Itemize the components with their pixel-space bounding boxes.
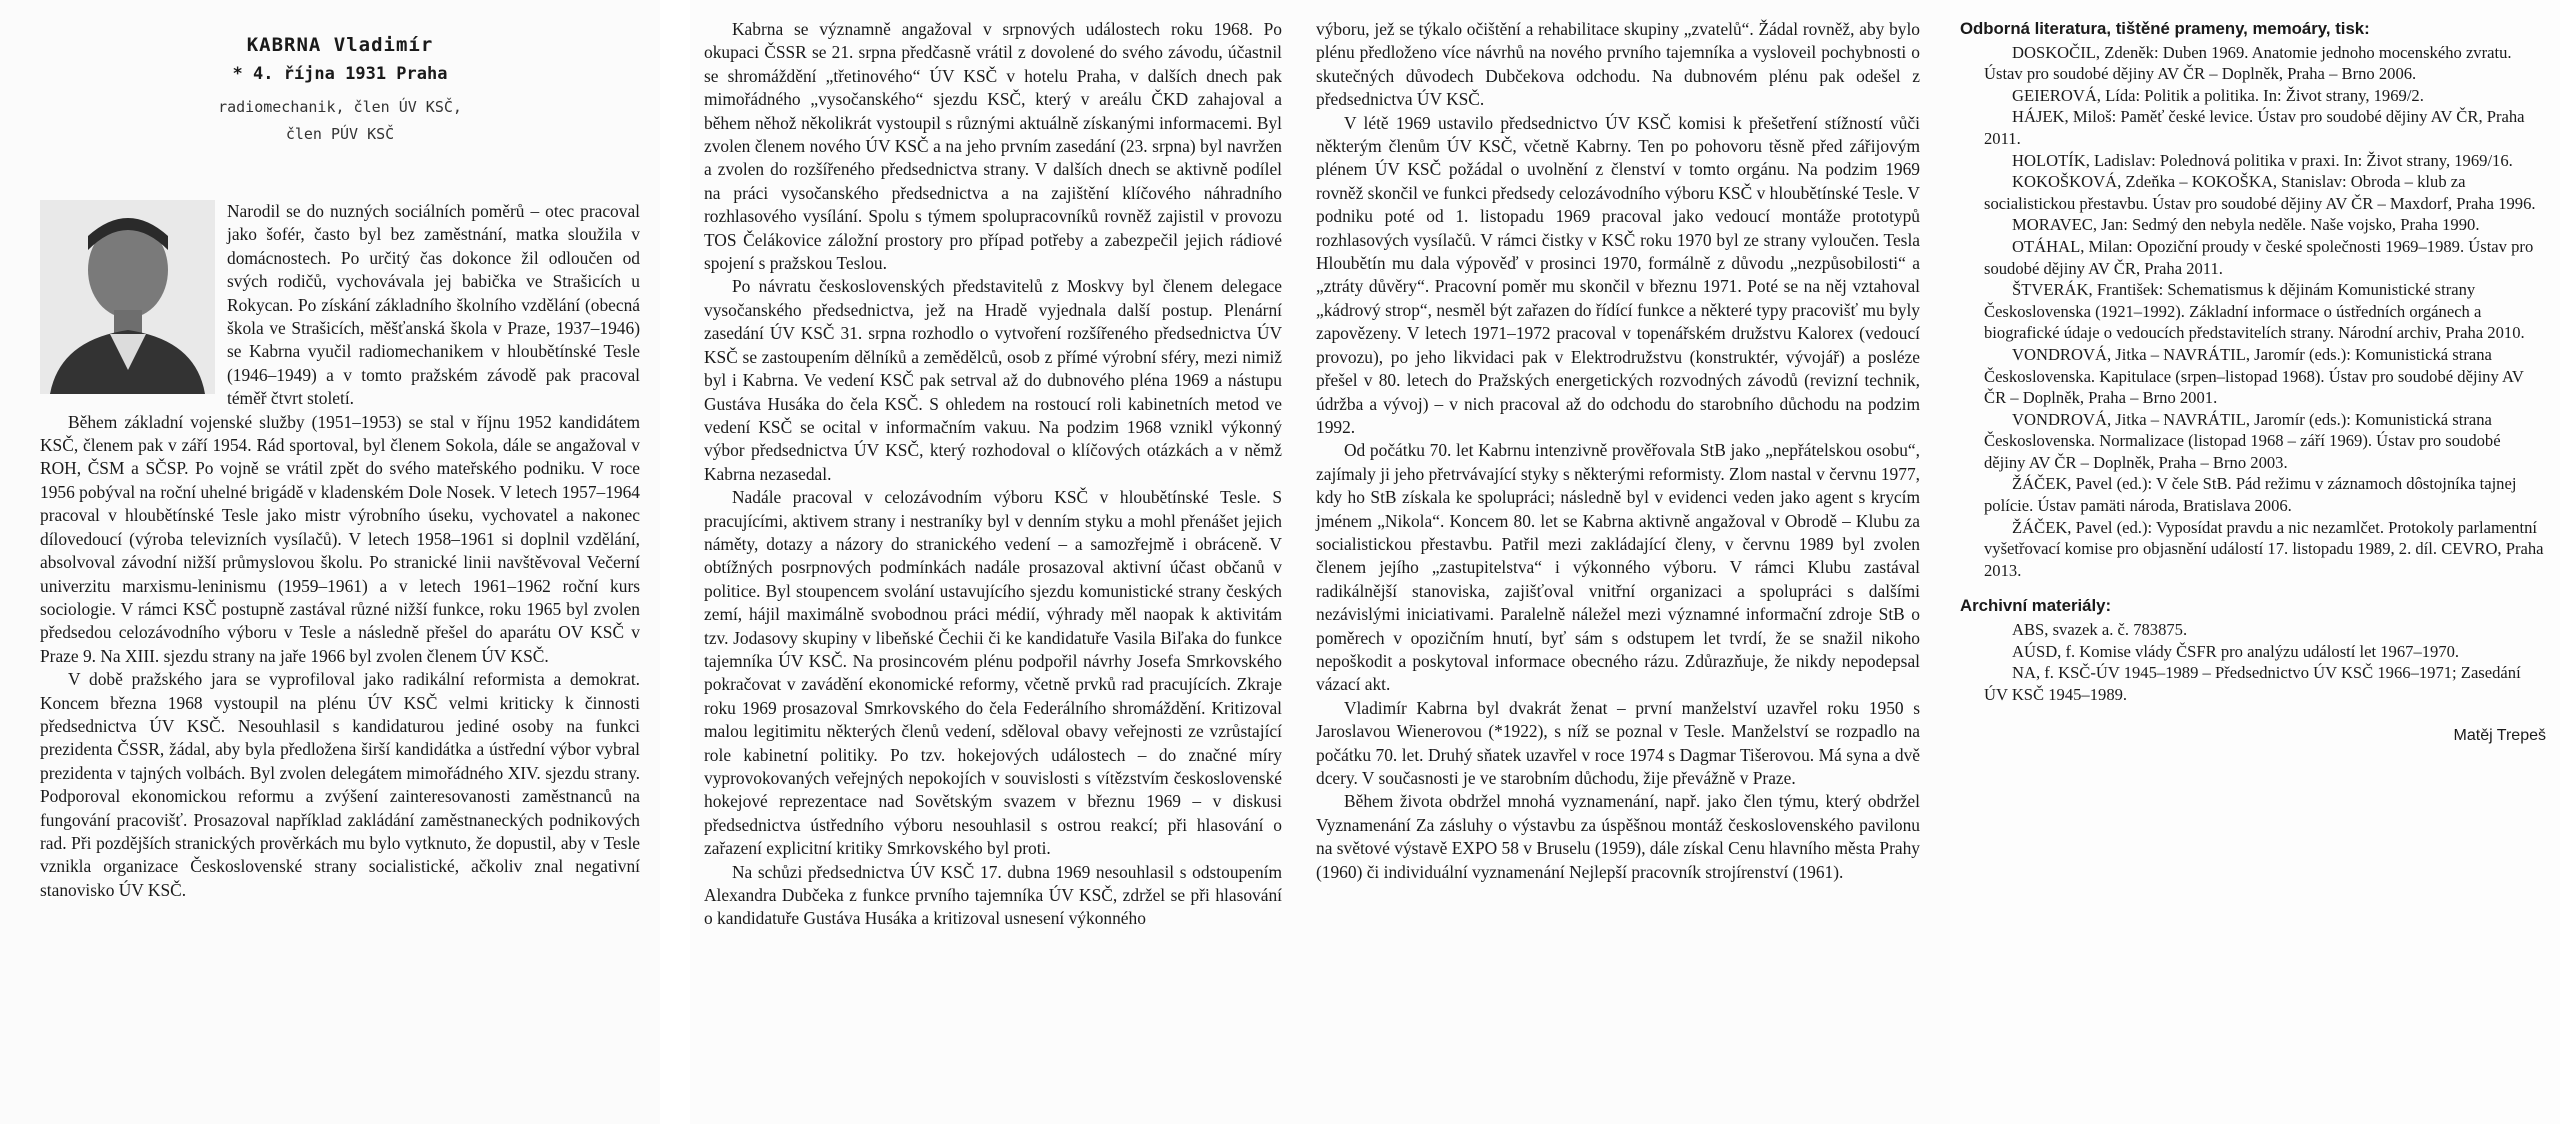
paragraph: Nadále pracoval v celozávodním výboru KSČ v hloubětínské Tesle. S pracujícími, aktivem strany i nestraníky byl v denním styku a mohl přenášet jejich náměty, dotazy a názory do stranického vedení – a samozřejmě i obráceně. V obtížných posrpnových podmínkách nadále prosazoval aktivní účast občanů v politice. Byl stoupencem svolání ustavujícího sjezdu komunistické strany českých zemí, hájil maximálně svobodnou práci médií, výhrady měl naopak k aktivitám tzv. Jodasovy skupiny v libeňské Čechii či ke kandidatuře Vasila Biľaka do funkce tajemníka ÚV KSČ. Na prosincovém plénu podpořil návrhy Josefa Smrkovského pokračovat v zavádění ekonomické reformy, včetně prvků rad pracujících. Zkraje roku 1969 prosazoval Smrkovského do čela Federálního shromáždění. Kritizoval malou legitimitu některých členů vedení, sděloval obavy veřejnosti ze vzrůstající role kabinetní politiky. Po tzv. hokejových událostech – do značné míry vyprovokovaných veřejných nepokojích v souvislosti s vítězstvím československé hokejové reprezentace nad Sovětským svazem v březnu 1969 – v diskusi předsednictva ústředního výboru nesouhlasil s ostrou reakcí; při hlasování o zařazení explicitní kritiky Smrkovského byl proti. (704, 487, 1282, 859)
literature-item: ŠTVERÁK, František: Schematismus k dějinám Komunistické strany Československa (1921–1992). Základní informace o ústředních orgánech a biografické údaje o vedoucích představitelích strany. Národní archiv, Praha 2010. (1984, 280, 2525, 343)
archives-heading: Archivní materiály: (1960, 596, 2112, 616)
literature-item: ŽÁČEK, Pavel (ed.): V čele StB. Pád režimu v záznamoch dôstojníka tajnej polície. Ústav pamäti národa, Bratislava 2006. (1984, 474, 2517, 516)
literature-item: KOKOŠKOVÁ, Zdeňka – KOKOŠKA, Stanislav: Obroda – klub za socialistickou přestavbu. Ústav pro soudobé dějiny AV ČR – Maxdorf, Praha 1996. (1984, 172, 2536, 213)
literature-item: HÁJEK, Miloš: Paměť české levice. Ústav pro soudobé dějiny AV ČR, Praha 2011. (1984, 107, 2525, 148)
portrait-photo (40, 200, 215, 394)
paragraph: V létě 1969 ustavilo předsednictvo ÚV KSČ komisi k přešetření stížností vůči některým členům ÚV KSČ, včetně Kabrny. Ten po pohovoru těsně před zářijovým plénem ÚV KSČ požádal o uvolnění z členství v tomto orgánu. Na podzim 1969 rovněž skončil ve funkci předsedy celozávodního výboru KSČ v hloubětínské Tesle. V podniku poté od 1. listopadu 1969 pracoval jako vedoucí montáže prototypů rozhlasových vysílačů. V rámci čistky v KSČ roku 1970 byl ze strany vyloučen. Tesla Hloubětín mu dala výpověď v prosinci 1970, formálně z důvodu „nezpůsobilosti“ a „ztráty důvěry“. Pracovní poměr mu skončil v březnu 1971. Poté se na něj vztahoval „kádrový strop“, nesměl být zařazen do řídící funkce a některé typy pracovišť mu byly zapovězeny. V letech 1971–1972 pracoval v topenářském družstvu Kalorex (vedoucí provozu), po jeho likvidaci pak v Elektrodružstvu (konstruktér, vývojář) a posléze přešel v 80. letech do Pražských energetických rozvodných závodů (revizní technik, údržba a vývoj) – v nich pracoval až do odchodu do starobního důchodu na podzim 1992. (1316, 112, 1920, 437)
literature-item: VONDROVÁ, Jitka – NAVRÁTIL, Jaromír (eds.): Komunistická strana Československa. Normalizace (listopad 1968 – září 1969). Ústav pro soudobé dějiny AV ČR – Doplněk, Praha – Brno 2003. (1984, 409, 2501, 472)
column-3 (1316, 18, 1920, 884)
paragraph: Během základní vojenské služby (1951–1953) se stal v říjnu 1952 kandidátem KSČ, členem pak v září 1954. Rád sportoval, byl členem Sokola, dále se angažoval v ROH, ČSM a SČSP. Po vojně se vrátil zpět do svého mateřského podniku. V roce 1956 pobýval na roční uhelné brigádě v kladenském Dole Nosek. V letech 1957–1964 pracoval v hloubětínské Tesle jako mistr výrobního úseku, vychovatel a nakonec dílovedoucí (výroba televizních vysílačů). V letech 1958–1961 si doplnil vzdělání, absolvoval závodní nižší průmyslovou školu. Po stranické linii navštěvoval Večerní univerzitu marxismu-leninismu (1959–1961) a v letech 1961–1962 roční kurs sociologie. V rámci KSČ postupně zastával různé nižší funkce, roku 1965 byl zvolen předsedou celozávodního výboru v Tesle a následně přešel do aparátu OV KSČ v Praze 9. Na XIII. sjezdu strany na jaře 1966 byl zvolen členem ÚV KSČ. (40, 411, 640, 666)
literature-item: DOSKOČIL, Zdeněk: Duben 1969. Anatomie jednoho mocenského zvratu. Ústav pro soudobé dějiny AV ČR – Doplněk, Praha – Brno 2006. (1984, 42, 2512, 84)
literature-heading: Odborná literatura, tištěné prameny, memoáry, tisk: (1960, 19, 2370, 38)
person-name: KABRNA Vladimír (246, 34, 434, 56)
column-1 (40, 200, 640, 902)
literature-item: VONDROVÁ, Jitka – NAVRÁTIL, Jaromír (eds.): Komunistická strana Československa. Kapitulace (srpen–listopad 1968). Ústav pro soudobé dějiny AV ČR – Doplněk, Praha – Brno 2001. (1984, 344, 2524, 408)
literature-item: MORAVEC, Jan: Sedmý den nebyla neděle. Naše vojsko, Praha 1990. (2012, 215, 2480, 235)
paragraph: V době pražského jara se vyprofiloval jako radikální reformista a demokrat. Koncem března 1968 vystoupil na plénu ÚV KSČ velmi kriticky k činnosti předsednictva ÚV KSČ. Nesouhlasil s kandidaturou jediné osoby na funkci prezidenta ČSSR, žádal, aby byla předložena širší kandidátka a ústřední výbor vybral prezidenta v tajných volbách. Byl zvolen delegátem mimořádného XIV. sjezdu strany. Podporoval ekonomickou reformu a zvýšení zainteresovanosti zaměstnanců na fungování pracovišť. Prosazoval například zakládání zaměstnaneckých podnikových rad. Při pozdějších stranických prověrkách mu bylo vytknuto, že dopustil, aby v Tesle vznikla organizace Československé strany socialistické, ačkoliv znal negativní stanovisko ÚV KSČ. (40, 669, 640, 900)
archive-item: NA, f. KSČ-ÚV 1945–1989 – Předsednictvo ÚV KSČ 1966–1971; Zasedání ÚV KSČ 1945–1989. (1984, 663, 2521, 704)
paragraph: Na schůzi předsednictva ÚV KSČ 17. dubna 1969 nesouhlasil s odstoupením Alexandra Dubčeka z funkce prvního tajemníka ÚV KSČ, zdržel se při hlasování o kandidatuře Gustáva Husáka a kritizoval usnesení výkonného (704, 861, 1282, 929)
literature-item: HOLOTÍK, Ladislav: Polednová politika v praxi. In: Život strany, 1969/16. (2012, 150, 2513, 170)
paragraph: Od počátku 70. let Kabrnu intenzivně prověřovala StB jako „nepřátelskou osobu“, zajímaly ji jeho přetrvávající styky s některými reformisty. Zlom nastal v červnu 1977, kdy ho StB získala ke spolupráci; následně byl v evidenci veden jako agent s krycím jménem „Nikola“. Koncem 80. let se Kabrna aktivně angažoval v Obrodě – Klubu za socialistickou přestavbu. Patřil mezi zakládající členy, v červnu 1989 byl zvolen členem jejího „zastupitelstva“ i výkonného výboru. V rámci Klubu zastával radikálnější stanoviska, zajišťoval vnitřní organizaci a spolupráci s dalšími nezávislými iniciativami. Paralelně náležel mezi významné informační zdroje StB o poměrech v opozičním hnutí, byť sám s odstupem let tvrdí, že se snažil nikoho nepoškodit a poskytoval informace obecného rázu. Zdůrazňuje, že nikdy nepodepsal vázací akt. (1316, 440, 1920, 695)
column-4-sources (1960, 18, 2546, 747)
archive-item: ABS, svazek a. č. 783875. (2012, 620, 2188, 640)
birth-info: * 4. října 1931 Praha (232, 64, 448, 84)
literature-item: ŽÁČEK, Pavel (ed.): Vyposídat pravdu a nic nezamlčet. Protokoly parlamentní vyšetřovací komise pro objasnění událostí 17. listopadu 1989, 2. díl. CEVRO, Praha 2013. (1984, 517, 2544, 580)
paragraph: Kabrna se významně angažoval v srpnových událostech roku 1968. Po okupaci ČSSR se 21. srpna předčasně vrátil z dovolené do svého závodu, účastnil se shromáždění „třetinového“ ÚV KSČ v hotelu Praha, v dalších dnech pak mimořádného „vysočanského“ sjezdu KSČ, který v areálu ČKD zahajoval a během něhož několikrát vystoupil s různými aktuálně získanými informacemi. Byl zvolen členem nového ÚV KSČ a na jeho prvním zasedání (23. srpna) byl navržen a zvolen do rozšířeného předsednictva strany. V dalších dnech se aktivně podílel na práci vysočanského předsednictva a na zajištění klíčového náhradního rozhlasového vysílání. Spolu s týmem spolupracovníků rovněž zajistil v provozu TOS Čelákovice záložní prostory pro případ potřeby a zabezpečil jejich rádiové spojení s pražskou Teslou. (704, 19, 1282, 274)
paragraph: Vladimír Kabrna byl dvakrát ženat – první manželství uzavřel roku 1950 s Jaroslavou Wienerovou (*1922), s níž se poznal v Tesle. Manželství se rozpadlo na počátku 70. let. Druhý sňatek uzavřel v roce 1974 s Dagmar Tišerovou. Má syna a dvě dcery. V současnosti je ve starobním důchodu, žije převážně v Praze. (1316, 697, 1920, 788)
archive-item: AÚSD, f. Komise vlády ČSFR pro analýzu událostí let 1967–1970. (2012, 641, 2460, 661)
paragraph: Po návratu československých představitelů z Moskvy byl členem delegace vysočanského předsednictva, jež na Hradě vyjednala další postup. Plenární zasedání ÚV KSČ 31. srpna rozhodlo o vytvoření rozšířeného předsednictva ÚV KSČ se zastoupením dělníků a zemědělců, osob z přímé výrobní sféry, mezi nimiž byl i Kabrna. Ve vedení KSČ pak setrval až do dubnového pléna 1969 a nástupu Gustáva Husáka do čela KSČ. S ohledem na rostoucí roli kabinetních metod ve vedení KSČ se ocital v informačním vakuu. Na podzim 1968 vznikl výkonný výbor předsednictva ÚV KSČ, který rozhodoval o klíčových otázkách a v němž Kabrna nezasedal. (704, 276, 1282, 484)
author-signature: Matěj Trepeš (2453, 727, 2546, 745)
literature-item: OTÁHAL, Milan: Opoziční proudy v české společnosti 1969–1989. Ústav pro soudobé dějiny AV ČR, Praha 2011. (1984, 236, 2534, 278)
entry-header (40, 34, 640, 148)
paragraph: výboru, jež se týkalo očištění a rehabilitace skupiny „zvatelů“. Žádal rovněž, aby bylo plénu předloženo více návrhů na nového prvního tajemníka a vysloveil pochybnosti o skutečných důvodech Dubčekova odchodu. Na dubnovém plénu pak odešel z předsednictva ÚV KSČ. (1316, 19, 1920, 110)
literature-item: GEIEROVÁ, Lída: Politik a politika. In: Život strany, 1969/2. (2012, 85, 2424, 105)
intro-paragraph: Narodil se do nuzných sociálních poměrů – otec pracoval jako šofér, často byl bez zaměstnání, matka sloužila v domácnostech. Po určitý čas dokonce žil odloučen od svých rodičů, vychovávala jej babička ve Strašicích u Rokycan. Po získání základního školního vzdělání (obecná škola ve Strašicích, měšťanská škola v Praze, 1937–1946) se Kabrna vyučil radiomechanikem v hloubětínské Tesle (1946–1949) a v tomto pražském závodě pak pracoval téměř čtvrt století. (227, 201, 640, 409)
role-line-2: člen PÚV KSČ (285, 125, 395, 143)
role-line-1: radiomechanik, člen ÚV KSČ, (218, 98, 462, 116)
column-2 (704, 18, 1282, 931)
paragraph: Během života obdržel mnohá vyznamenání, např. jako člen týmu, který obdržel Vyznamenání Za zásluhy o výstavbu za úspěšnou montáž československého pavilonu na světové výstavě EXPO 58 v Bruselu (1959), dále získal Cenu hlavního města Prahy (1960) či individuální vyznamenání Nejlepší pracovník strojírenství (1961). (1316, 791, 1920, 882)
